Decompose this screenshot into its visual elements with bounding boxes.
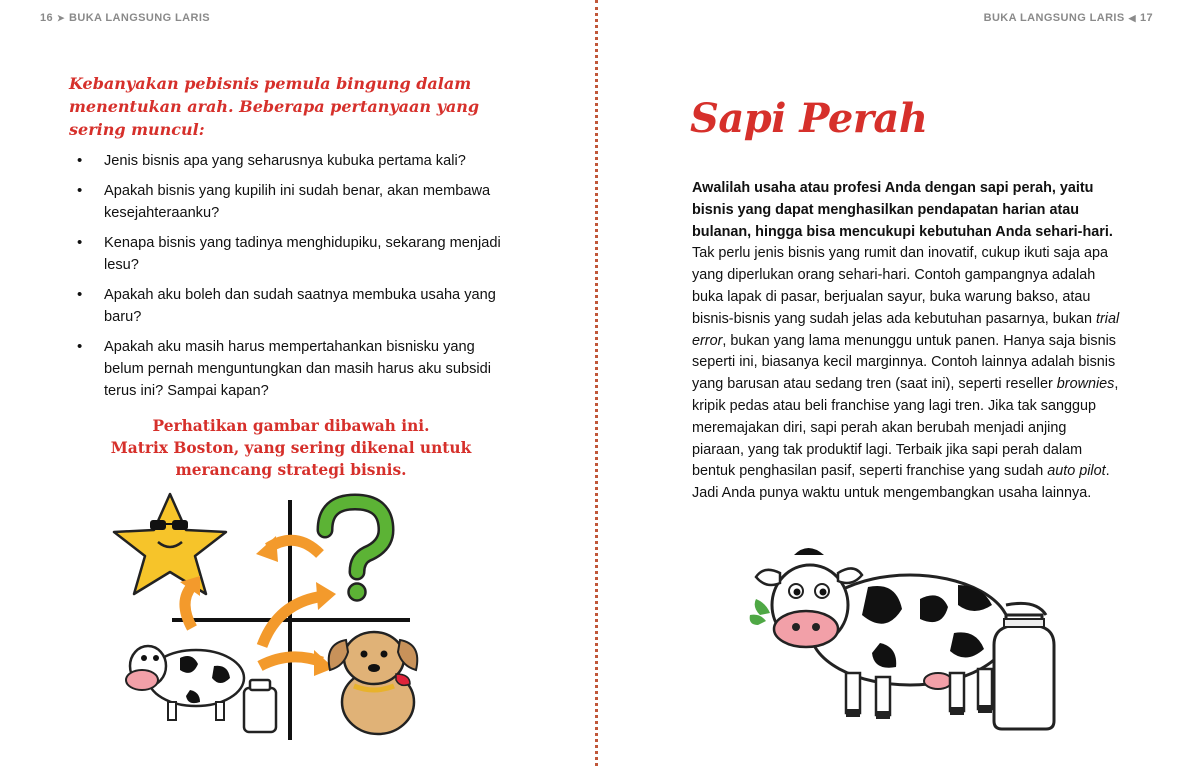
cow-icon	[126, 646, 244, 720]
caption-line: merancang strategi bisnis.	[175, 461, 407, 479]
milk-bottle-icon	[994, 615, 1054, 729]
bold-lead: Awalilah usaha atau profesi Anda dengan sapi perah, yaitu bisnis yang dapat menghasilkan pendapatan harian atau bulanan, hingga bisa mencukupi kebutuhan Anda sehari-hari.	[692, 180, 1113, 240]
body-text: . Jadi Anda punya waktu untuk mengembangkan usaha lainnya.	[692, 463, 1110, 502]
dairy-cow-illustration	[750, 535, 1070, 735]
list-item: • Apakah aku masih harus mempertahankan bisnisku yang belum pernah menguntungkan dan masih harus aku subsidi terus ini? Sampai kapan?	[74, 336, 514, 402]
dog-icon	[329, 632, 418, 734]
list-item: • Jenis bisnis apa yang seharusnya kubuka pertama kali?	[74, 150, 514, 172]
list-item: • Apakah bisnis yang kupilih ini sudah benar, akan membawa kesejahteraanku?	[74, 180, 514, 224]
italic-term: brownies	[1056, 376, 1115, 393]
intro-heading: Kebanyakan pebisnis pemula bingung dalam menentukan arah. Beberapa pertanyaan yang sering muncul:	[69, 74, 480, 139]
chevron-right-icon: ➤	[57, 13, 65, 23]
caption-line: Matrix Boston, yang sering dikenal untuk	[110, 439, 472, 457]
body-paragraph	[692, 178, 1122, 505]
milk-bottle-icon	[244, 680, 276, 732]
caption-line: Perhatikan gambar dibawah ini.	[152, 417, 430, 435]
right-page-number: 17	[1139, 12, 1153, 24]
left-page-number: 16	[40, 12, 54, 24]
italic-term: auto pilot	[1047, 463, 1106, 480]
chevron-left-icon: ◀	[1128, 13, 1136, 23]
body-text: , bukan yang lama menunggu untuk panen. Hanya saja bisnis seperti ini, biasanya kecil marginnya. Contoh lainnya adalah bisnis yang barusan atau sedang tren (saat ini), seperti reseller	[692, 332, 1116, 393]
figure-caption	[110, 415, 472, 481]
list-item: • Apakah aku boleh dan sudah saatnya membuka usaha yang baru?	[74, 284, 514, 328]
body-text: , kripik pedas atau beli franchise yang lagi tren. Jika tak sanggup meremajakan diri, sapi perah akan berubah menjadi anjing piaraan, yang tak produktif lagi. Terbaik jika sapi perah dalam bentuk penghasilan pasif, seperti franchise yang sudah	[692, 376, 1119, 480]
left-running-title: BUKA LANGSUNG LARIS	[69, 12, 211, 24]
question-mark-icon	[325, 502, 386, 601]
page-title: Sapi Perah	[690, 95, 928, 142]
star-icon	[114, 494, 226, 594]
list-item: • Kenapa bisnis yang tadinya menghidupiku, sekarang menjadi lesu?	[74, 232, 514, 276]
body-text: Tak perlu jenis bisnis yang rumit dan inovatif, cukup ikuti saja apa yang diperlukan orang sehari-hari. Contoh gampangnya adalah buka lapak di pasar, berjualan sayur, buka warung bakso, atau bisnis-bisnis yang sudah jelas ada kebutuhan pasarnya, bukan	[692, 245, 1108, 327]
boston-matrix-illustration	[110, 490, 430, 750]
question-list	[74, 150, 514, 410]
left-page-header	[40, 12, 210, 24]
right-page-header	[984, 12, 1153, 24]
right-running-title: BUKA LANGSUNG LARIS	[983, 12, 1125, 24]
italic-term: trial error	[692, 310, 1120, 349]
